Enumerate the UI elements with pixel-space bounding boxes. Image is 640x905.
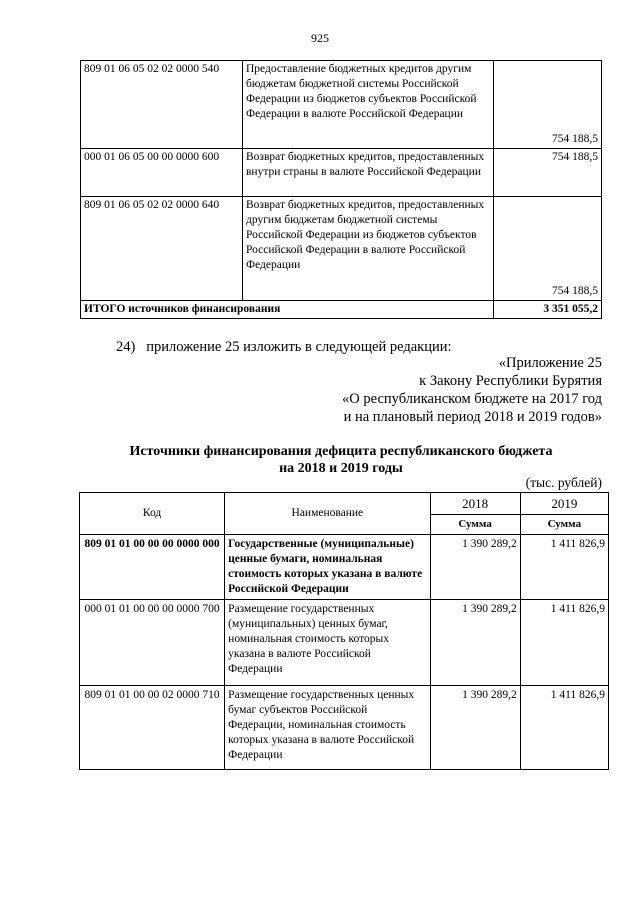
table-row [80,686,609,770]
row-value-2018: 1 390 289,2 [430,686,520,770]
item-24-text: 24) приложение 25 изложить в следующей редакции: [116,339,452,355]
row-value-2019: 1 411 826,9 [520,686,608,770]
header-year-2019: 2019 [520,493,608,515]
table-row [81,149,602,197]
table-title-line: Источники финансирования дефицита республиканского бюджета [129,444,553,459]
appendix-line: к Закону Республики Бурятия [419,373,602,389]
row-amount: 754 188,5 [494,149,602,197]
table-row [81,197,602,301]
row-value-2018: 1 390 289,2 [430,600,520,686]
table-row [80,600,609,686]
table-title [80,443,602,477]
header-sum: Сумма [430,515,520,535]
appendix-line: «О республиканском бюджете на 2017 год [342,391,602,407]
sources-table-continued [80,60,602,319]
header-year-2018: 2018 [430,493,520,515]
row-value-2019: 1 411 826,9 [520,600,608,686]
header-sum: Сумма [520,515,608,535]
row-code: 809 01 01 00 00 00 0000 000 [80,535,225,600]
row-name: Государственные (муниципальные) ценные бумаги, номинальная стоимость которых указана в валюте Российской Федерации [225,535,430,600]
appendix-line: и на плановый период 2018 и 2019 годов» [343,409,602,425]
units-label: (тыс. рублей) [525,475,602,490]
total-amount: 3 351 055,2 [494,301,602,319]
row-code: 000 01 06 05 00 00 0000 600 [81,149,243,197]
table-row [81,61,602,149]
header-name: Наименование [225,493,430,535]
row-name: Размещение государственных ценных бумаг субъектов Российской Федерации, номинальная стоимость которых указана в валюте Российской Федерации [225,686,430,770]
row-code: 809 01 01 00 00 02 0000 710 [80,686,225,770]
row-code: 809 01 06 05 02 02 0000 640 [81,197,243,301]
row-name: Размещение государственных (муниципальных) ценных бумаг, номинальная стоимость которых указана в валюте Российской Федерации [225,600,430,686]
table-row [80,535,609,600]
row-name: Возврат бюджетных кредитов, предоставленных внутри страны в валюте Российской Федерации [243,149,494,197]
appendix-line: «Приложение 25 [498,355,602,371]
table-title-line: на 2018 и 2019 годы [279,461,403,476]
total-label: ИТОГО источников финансирования [81,301,494,319]
header-code: Код [80,493,225,535]
row-name: Предоставление бюджетных кредитов другим бюджетам бюджетной системы Российской Федерации из бюджетов субъектов Российской Федерации в валюте Российской Федерации [243,61,494,149]
row-code: 809 01 06 05 02 02 0000 540 [81,61,243,149]
page-number: 925 [311,31,329,45]
row-value-2018: 1 390 289,2 [430,535,520,600]
row-code: 000 01 01 00 00 00 0000 700 [80,600,225,686]
row-amount: 754 188,5 [494,197,602,301]
row-amount: 754 188,5 [494,61,602,149]
total-row [81,301,602,319]
row-value-2019: 1 411 826,9 [520,535,608,600]
sources-table-2018-2019 [79,492,609,770]
row-name: Возврат бюджетных кредитов, предоставленных другим бюджетам бюджетной системы Российской Федерации из бюджетов субъектов Российской Федерации в валюте Российской Федерации [243,197,494,301]
appendix-heading [342,354,602,426]
